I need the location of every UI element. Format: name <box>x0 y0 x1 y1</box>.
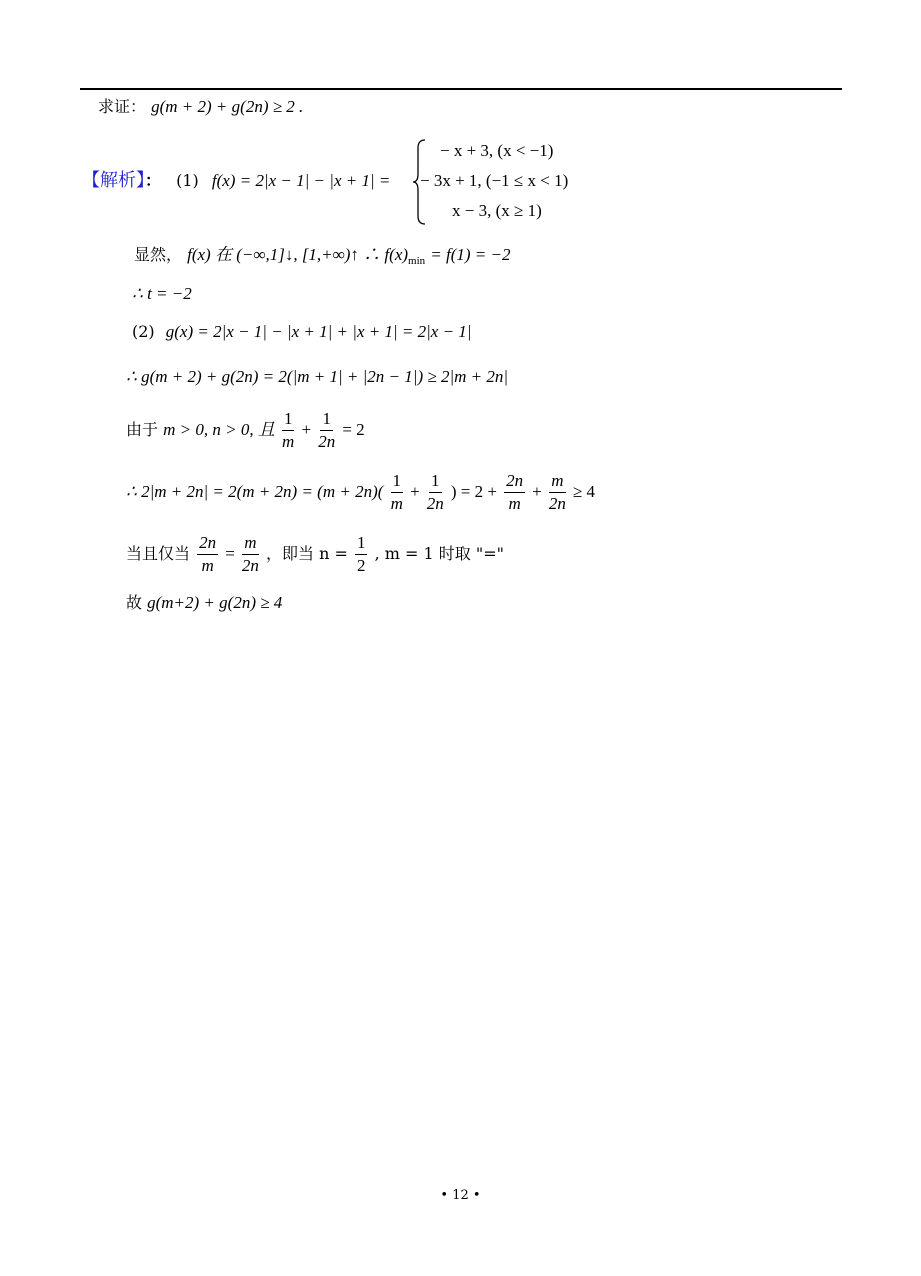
equality-tail: , m = 1 时取 "=" <box>374 543 504 563</box>
case-1: − x + 3, (x < −1) <box>440 141 554 160</box>
part2-label: (2) <box>132 322 155 341</box>
equality-line <box>126 534 504 575</box>
part1-label: (1) <box>176 171 199 190</box>
part1-lhs: f(x) = 2|x − 1| − |x + 1| = <box>211 171 391 190</box>
conclusion-line <box>126 594 282 611</box>
case-3: x − 3, (x ≥ 1) <box>452 201 542 220</box>
obviously-text: f(x) 在 (−∞,1]↓, [1,+∞)↑ ∴ f(x) <box>187 245 409 264</box>
obviously-tail: = f(1) = −2 <box>430 245 511 264</box>
since-line <box>126 410 365 451</box>
part2-expression: g(x) = 2|x − 1| − |x + 1| + |x + 1| = 2|x − 1| <box>165 322 472 341</box>
solution-colon: ： <box>145 171 162 190</box>
fraction-g: $\frac{1}{2}$ <box>356 533 366 575</box>
prove-expression: g(m + 2) + g(2n) ≥ 2 . <box>151 97 304 116</box>
conclusion-prefix: 故 <box>126 593 143 612</box>
fraction-f: $\frac{m}{2n}$ <box>241 533 259 575</box>
inequality-lead: ∴ 2|m + 2n| = 2(m + 2n) = (m + 2n)( <box>126 481 384 501</box>
sum-line: ∴ g(m + 2) + g(2n) = 2(|m + 1| + |2n − 1|) ≥ 2|m + 2n| <box>126 367 509 386</box>
since-equals: = 2 <box>342 419 365 439</box>
fraction-c: $\frac{2n}{m}$ <box>506 471 524 513</box>
equality-mid: ，即当 n = <box>265 543 348 563</box>
prove-label: 求证： <box>98 97 147 116</box>
solution-part1-line <box>82 172 390 190</box>
conclusion-expression: g(m+2) + g(2n) ≥ 4 <box>147 593 283 612</box>
fraction-1-over-m: $\frac{1}{m}$ <box>282 409 295 451</box>
part2-line <box>132 323 471 340</box>
piecewise-cases <box>412 138 602 226</box>
since-prefix: 由于 <box>126 419 159 439</box>
fraction-e: $\frac{2n}{m}$ <box>199 533 217 575</box>
header-rule <box>80 88 842 90</box>
fraction-d: $\frac{m}{2n}$ <box>548 471 566 513</box>
inequality-mid: ) = 2 + <box>450 481 497 501</box>
min-subscript: min <box>408 255 426 267</box>
equality-eq: = <box>225 543 235 563</box>
inequality-line: ∴ 2|m + 2n| = 2(m + 2n) = (m + 2n)( $\frac{1}{m}$ + $\frac{1}{2n}$ ) = 2 + $\frac{2n}{m}$ + $\frac{m}{2n}$ ≥ 4 <box>126 471 596 513</box>
t-line: ∴ t = −2 <box>132 284 192 303</box>
since-condition: m > 0, n > 0, 且 <box>163 419 275 439</box>
equality-prefix: 当且仅当 <box>126 543 191 563</box>
fraction-a: $\frac{1}{m}$ <box>390 471 403 513</box>
solution-tag: 【解析】 <box>82 170 145 191</box>
obviously-prefix: 显然， <box>134 245 183 264</box>
fraction-b: $\frac{1}{2n}$ <box>426 471 444 513</box>
inequality-tail: ≥ 4 <box>572 481 596 501</box>
page-number: • 12 • <box>440 1188 481 1203</box>
fraction-1-over-2n: $\frac{1}{2n}$ <box>318 409 336 451</box>
case-2: − 3x + 1, (−1 ≤ x < 1) <box>420 171 569 190</box>
since-plus: + <box>301 419 312 439</box>
obviously-line <box>134 246 510 267</box>
prove-line <box>98 98 303 115</box>
